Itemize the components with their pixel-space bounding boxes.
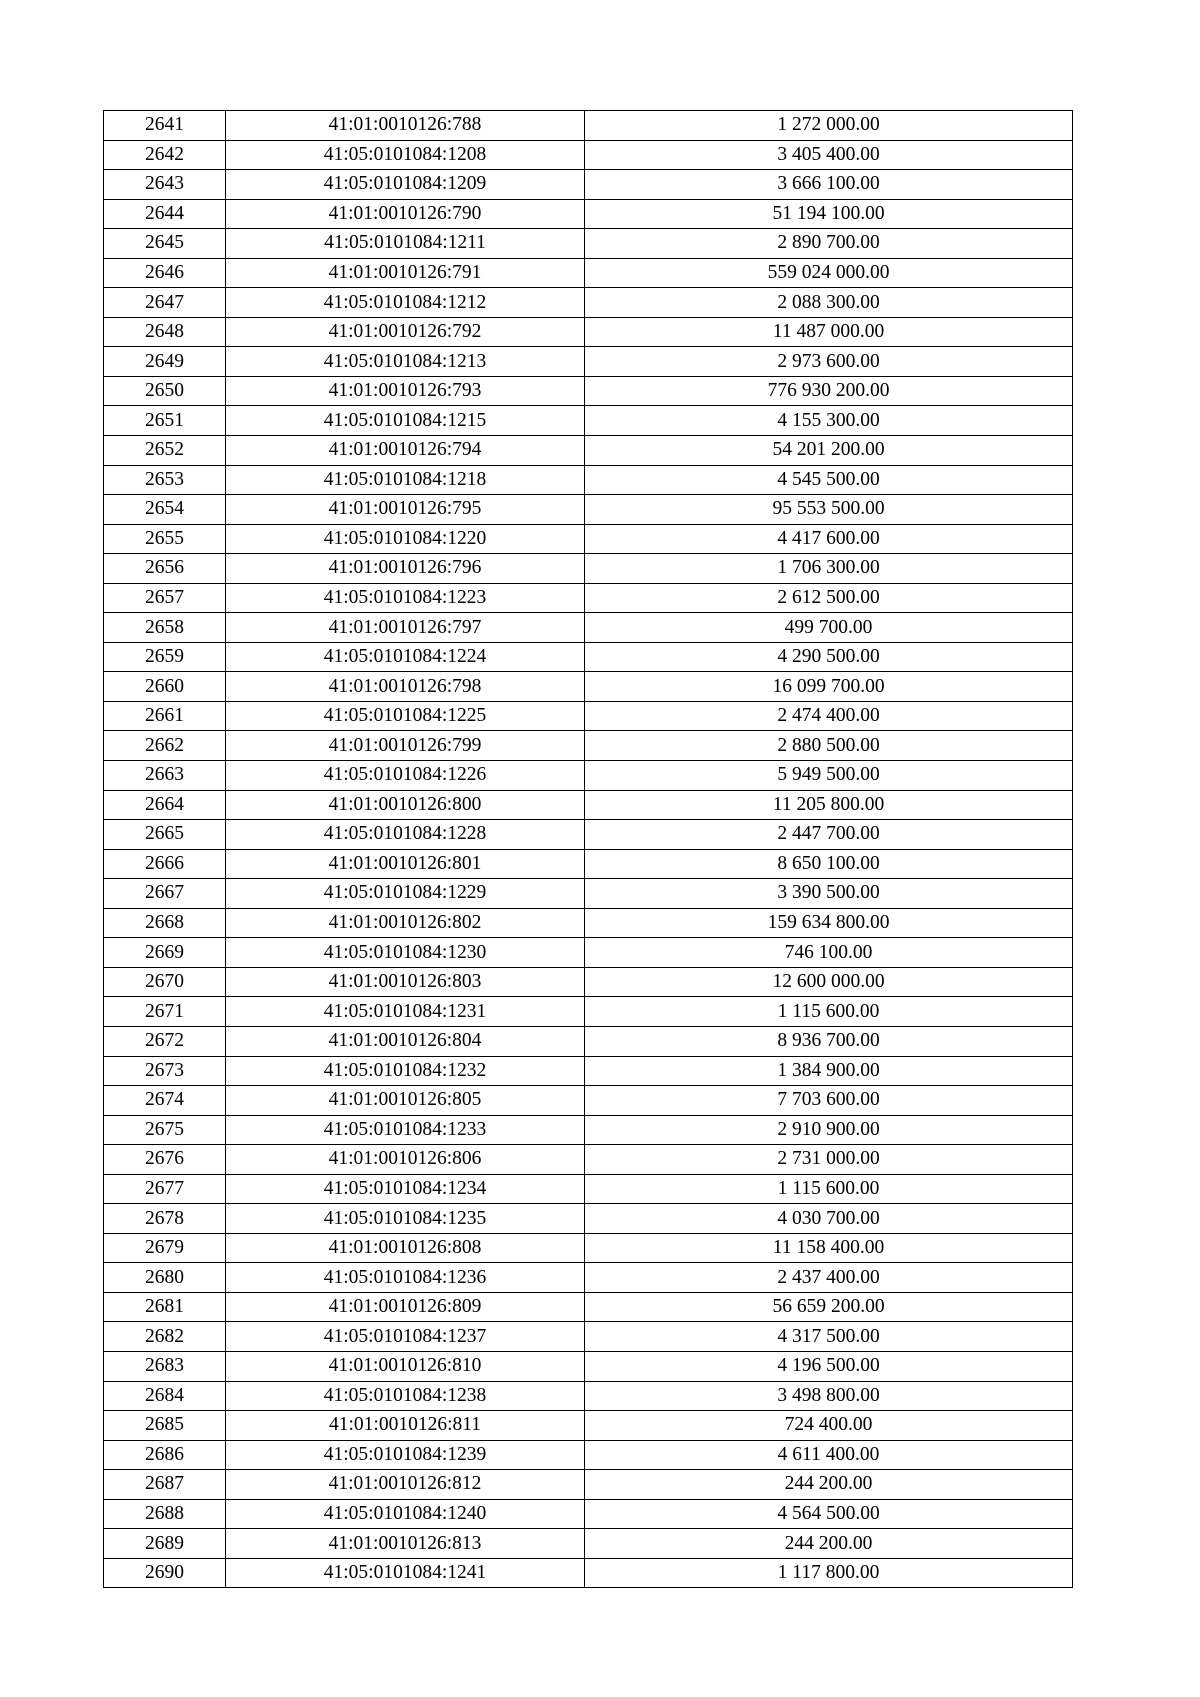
table-row — [104, 967, 1073, 997]
cadastral-number-cell: 41:01:0010126:792 — [226, 317, 585, 347]
table-row — [104, 790, 1073, 820]
cadastral-number-cell: 41:05:0101084:1215 — [226, 406, 585, 436]
cadastral-value-cell: 8 650 100.00 — [585, 849, 1073, 879]
cadastral-number-cell: 41:05:0101084:1237 — [226, 1322, 585, 1352]
row-number-cell: 2663 — [104, 761, 226, 791]
cadastral-value-cell: 95 553 500.00 — [585, 495, 1073, 525]
cadastral-number-cell: 41:05:0101084:1223 — [226, 583, 585, 613]
table-row — [104, 642, 1073, 672]
row-number-cell: 2646 — [104, 258, 226, 288]
cadastral-value-cell: 2 474 400.00 — [585, 701, 1073, 731]
cadastral-number-cell: 41:05:0101084:1226 — [226, 761, 585, 791]
cadastral-value-cell: 724 400.00 — [585, 1411, 1073, 1441]
cadastral-number-cell: 41:01:0010126:794 — [226, 436, 585, 466]
cadastral-value-cell: 2 731 000.00 — [585, 1145, 1073, 1175]
table-row — [104, 406, 1073, 436]
table-row — [104, 761, 1073, 791]
row-number-cell: 2675 — [104, 1115, 226, 1145]
row-number-cell: 2689 — [104, 1529, 226, 1559]
cadastral-value-cell: 2 880 500.00 — [585, 731, 1073, 761]
row-number-cell: 2658 — [104, 613, 226, 643]
row-number-cell: 2672 — [104, 1026, 226, 1056]
cadastral-value-cell: 11 205 800.00 — [585, 790, 1073, 820]
row-number-cell: 2652 — [104, 436, 226, 466]
row-number-cell: 2680 — [104, 1263, 226, 1293]
table-row — [104, 997, 1073, 1027]
table-row — [104, 879, 1073, 909]
row-number-cell: 2655 — [104, 524, 226, 554]
table-row — [104, 672, 1073, 702]
row-number-cell: 2667 — [104, 879, 226, 909]
cadastral-number-cell: 41:05:0101084:1239 — [226, 1440, 585, 1470]
cadastral-value-cell: 4 611 400.00 — [585, 1440, 1073, 1470]
table-row — [104, 111, 1073, 141]
cadastral-number-cell: 41:01:0010126:805 — [226, 1086, 585, 1116]
row-number-cell: 2688 — [104, 1499, 226, 1529]
row-number-cell: 2643 — [104, 170, 226, 200]
cadastral-number-cell: 41:05:0101084:1213 — [226, 347, 585, 377]
table-row — [104, 554, 1073, 584]
cadastral-value-cell: 4 545 500.00 — [585, 465, 1073, 495]
cadastral-value-cell: 2 973 600.00 — [585, 347, 1073, 377]
table-row — [104, 1174, 1073, 1204]
cadastral-number-cell: 41:01:0010126:810 — [226, 1351, 585, 1381]
row-number-cell: 2664 — [104, 790, 226, 820]
table-row — [104, 1292, 1073, 1322]
cadastral-value-cell: 12 600 000.00 — [585, 967, 1073, 997]
cadastral-number-cell: 41:05:0101084:1211 — [226, 229, 585, 259]
cadastral-value-cell: 2 890 700.00 — [585, 229, 1073, 259]
table-row — [104, 820, 1073, 850]
row-number-cell: 2685 — [104, 1411, 226, 1441]
cadastral-number-cell: 41:01:0010126:802 — [226, 908, 585, 938]
cadastral-number-cell: 41:01:0010126:788 — [226, 111, 585, 141]
table-row — [104, 347, 1073, 377]
cadastral-number-cell: 41:01:0010126:808 — [226, 1233, 585, 1263]
cadastral-value-cell: 4 155 300.00 — [585, 406, 1073, 436]
cadastral-value-cell: 499 700.00 — [585, 613, 1073, 643]
row-number-cell: 2654 — [104, 495, 226, 525]
table-row — [104, 1086, 1073, 1116]
cadastral-value-cell: 1 384 900.00 — [585, 1056, 1073, 1086]
cadastral-number-cell: 41:01:0010126:803 — [226, 967, 585, 997]
cadastral-number-cell: 41:01:0010126:809 — [226, 1292, 585, 1322]
table-row — [104, 288, 1073, 318]
cadastral-value-cell: 54 201 200.00 — [585, 436, 1073, 466]
cadastral-value-cell: 776 930 200.00 — [585, 376, 1073, 406]
cadastral-value-cell: 56 659 200.00 — [585, 1292, 1073, 1322]
row-number-cell: 2645 — [104, 229, 226, 259]
cadastral-value-cell: 11 487 000.00 — [585, 317, 1073, 347]
table-row — [104, 258, 1073, 288]
cadastral-value-cell: 2 088 300.00 — [585, 288, 1073, 318]
table-row — [104, 1145, 1073, 1175]
row-number-cell: 2659 — [104, 642, 226, 672]
cadastral-value-cell: 2 612 500.00 — [585, 583, 1073, 613]
cadastral-number-cell: 41:01:0010126:793 — [226, 376, 585, 406]
table-row — [104, 229, 1073, 259]
row-number-cell: 2684 — [104, 1381, 226, 1411]
cadastral-value-cell: 4 317 500.00 — [585, 1322, 1073, 1352]
cadastral-number-cell: 41:05:0101084:1229 — [226, 879, 585, 909]
row-number-cell: 2642 — [104, 140, 226, 170]
table-row — [104, 199, 1073, 229]
table-row — [104, 1440, 1073, 1470]
cadastral-value-cell: 11 158 400.00 — [585, 1233, 1073, 1263]
cadastral-number-cell: 41:05:0101084:1235 — [226, 1204, 585, 1234]
table-row — [104, 1351, 1073, 1381]
cadastral-number-cell: 41:05:0101084:1240 — [226, 1499, 585, 1529]
cadastral-number-cell: 41:01:0010126:804 — [226, 1026, 585, 1056]
cadastral-number-cell: 41:05:0101084:1225 — [226, 701, 585, 731]
table-row — [104, 701, 1073, 731]
cadastral-value-cell: 559 024 000.00 — [585, 258, 1073, 288]
cadastral-value-cell: 7 703 600.00 — [585, 1086, 1073, 1116]
cadastral-value-cell: 4 417 600.00 — [585, 524, 1073, 554]
cadastral-value-cell: 2 447 700.00 — [585, 820, 1073, 850]
table-row — [104, 1204, 1073, 1234]
row-number-cell: 2661 — [104, 701, 226, 731]
table-row — [104, 908, 1073, 938]
row-number-cell: 2644 — [104, 199, 226, 229]
cadastral-number-cell: 41:01:0010126:813 — [226, 1529, 585, 1559]
table-row — [104, 1411, 1073, 1441]
cadastral-number-cell: 41:05:0101084:1231 — [226, 997, 585, 1027]
table-row — [104, 140, 1073, 170]
table-row — [104, 465, 1073, 495]
table-row — [104, 1115, 1073, 1145]
cadastral-number-cell: 41:01:0010126:795 — [226, 495, 585, 525]
row-number-cell: 2690 — [104, 1558, 226, 1588]
cadastral-number-cell: 41:05:0101084:1218 — [226, 465, 585, 495]
cadastral-number-cell: 41:05:0101084:1228 — [226, 820, 585, 850]
table-row — [104, 849, 1073, 879]
cadastral-number-cell: 41:01:0010126:791 — [226, 258, 585, 288]
table-row — [104, 731, 1073, 761]
table-row — [104, 495, 1073, 525]
row-number-cell: 2674 — [104, 1086, 226, 1116]
cadastral-value-cell: 3 390 500.00 — [585, 879, 1073, 909]
row-number-cell: 2676 — [104, 1145, 226, 1175]
table-row — [104, 583, 1073, 613]
row-number-cell: 2679 — [104, 1233, 226, 1263]
row-number-cell: 2687 — [104, 1470, 226, 1500]
table-row — [104, 1381, 1073, 1411]
cadastral-value-cell: 1 115 600.00 — [585, 997, 1073, 1027]
table-row — [104, 1558, 1073, 1588]
table-row — [104, 1529, 1073, 1559]
row-number-cell: 2649 — [104, 347, 226, 377]
table-row — [104, 1322, 1073, 1352]
cadastral-number-cell: 41:01:0010126:798 — [226, 672, 585, 702]
table-row — [104, 170, 1073, 200]
cadastral-number-cell: 41:01:0010126:801 — [226, 849, 585, 879]
cadastral-value-table — [103, 110, 1073, 1588]
cadastral-number-cell: 41:05:0101084:1233 — [226, 1115, 585, 1145]
cadastral-value-cell: 1 706 300.00 — [585, 554, 1073, 584]
cadastral-number-cell: 41:01:0010126:800 — [226, 790, 585, 820]
row-number-cell: 2657 — [104, 583, 226, 613]
cadastral-number-cell: 41:05:0101084:1224 — [226, 642, 585, 672]
cadastral-number-cell: 41:01:0010126:812 — [226, 1470, 585, 1500]
cadastral-value-cell: 8 936 700.00 — [585, 1026, 1073, 1056]
row-number-cell: 2651 — [104, 406, 226, 436]
cadastral-number-cell: 41:05:0101084:1234 — [226, 1174, 585, 1204]
row-number-cell: 2678 — [104, 1204, 226, 1234]
cadastral-value-cell: 5 949 500.00 — [585, 761, 1073, 791]
cadastral-number-cell: 41:05:0101084:1220 — [226, 524, 585, 554]
cadastral-value-cell: 3 666 100.00 — [585, 170, 1073, 200]
cadastral-value-cell: 4 196 500.00 — [585, 1351, 1073, 1381]
table-row — [104, 613, 1073, 643]
table-row — [104, 376, 1073, 406]
cadastral-value-cell: 1 272 000.00 — [585, 111, 1073, 141]
row-number-cell: 2668 — [104, 908, 226, 938]
cadastral-number-cell: 41:05:0101084:1208 — [226, 140, 585, 170]
cadastral-value-cell: 2 437 400.00 — [585, 1263, 1073, 1293]
cadastral-value-cell: 1 115 600.00 — [585, 1174, 1073, 1204]
cadastral-value-cell: 51 194 100.00 — [585, 199, 1073, 229]
row-number-cell: 2648 — [104, 317, 226, 347]
table-row — [104, 1026, 1073, 1056]
cadastral-value-cell: 3 498 800.00 — [585, 1381, 1073, 1411]
table-row — [104, 436, 1073, 466]
cadastral-value-cell: 4 030 700.00 — [585, 1204, 1073, 1234]
cadastral-number-cell: 41:05:0101084:1230 — [226, 938, 585, 968]
table-row — [104, 938, 1073, 968]
cadastral-value-cell: 244 200.00 — [585, 1470, 1073, 1500]
row-number-cell: 2669 — [104, 938, 226, 968]
row-number-cell: 2681 — [104, 1292, 226, 1322]
row-number-cell: 2683 — [104, 1351, 226, 1381]
cadastral-number-cell: 41:05:0101084:1236 — [226, 1263, 585, 1293]
cadastral-value-cell: 1 117 800.00 — [585, 1558, 1073, 1588]
row-number-cell: 2686 — [104, 1440, 226, 1470]
cadastral-value-cell: 4 290 500.00 — [585, 642, 1073, 672]
row-number-cell: 2673 — [104, 1056, 226, 1086]
row-number-cell: 2653 — [104, 465, 226, 495]
cadastral-number-cell: 41:01:0010126:811 — [226, 1411, 585, 1441]
row-number-cell: 2647 — [104, 288, 226, 318]
row-number-cell: 2662 — [104, 731, 226, 761]
cadastral-value-cell: 159 634 800.00 — [585, 908, 1073, 938]
cadastral-number-cell: 41:05:0101084:1238 — [226, 1381, 585, 1411]
cadastral-number-cell: 41:01:0010126:797 — [226, 613, 585, 643]
cadastral-number-cell: 41:01:0010126:799 — [226, 731, 585, 761]
row-number-cell: 2660 — [104, 672, 226, 702]
cadastral-number-cell: 41:05:0101084:1241 — [226, 1558, 585, 1588]
row-number-cell: 2656 — [104, 554, 226, 584]
cadastral-number-cell: 41:05:0101084:1232 — [226, 1056, 585, 1086]
cadastral-value-cell: 3 405 400.00 — [585, 140, 1073, 170]
cadastral-value-cell: 746 100.00 — [585, 938, 1073, 968]
row-number-cell: 2665 — [104, 820, 226, 850]
row-number-cell: 2682 — [104, 1322, 226, 1352]
row-number-cell: 2671 — [104, 997, 226, 1027]
cadastral-number-cell: 41:01:0010126:790 — [226, 199, 585, 229]
cadastral-number-cell: 41:05:0101084:1212 — [226, 288, 585, 318]
cadastral-value-cell: 244 200.00 — [585, 1529, 1073, 1559]
table-row — [104, 1056, 1073, 1086]
row-number-cell: 2670 — [104, 967, 226, 997]
row-number-cell: 2666 — [104, 849, 226, 879]
cadastral-value-cell: 16 099 700.00 — [585, 672, 1073, 702]
table-row — [104, 1263, 1073, 1293]
row-number-cell: 2650 — [104, 376, 226, 406]
table-body — [104, 111, 1073, 1588]
row-number-cell: 2677 — [104, 1174, 226, 1204]
cadastral-value-cell: 2 910 900.00 — [585, 1115, 1073, 1145]
table-row — [104, 524, 1073, 554]
row-number-cell: 2641 — [104, 111, 226, 141]
table-row — [104, 317, 1073, 347]
cadastral-value-cell: 4 564 500.00 — [585, 1499, 1073, 1529]
cadastral-number-cell: 41:01:0010126:796 — [226, 554, 585, 584]
cadastral-number-cell: 41:05:0101084:1209 — [226, 170, 585, 200]
table-row — [104, 1470, 1073, 1500]
table-row — [104, 1233, 1073, 1263]
cadastral-number-cell: 41:01:0010126:806 — [226, 1145, 585, 1175]
table-row — [104, 1499, 1073, 1529]
